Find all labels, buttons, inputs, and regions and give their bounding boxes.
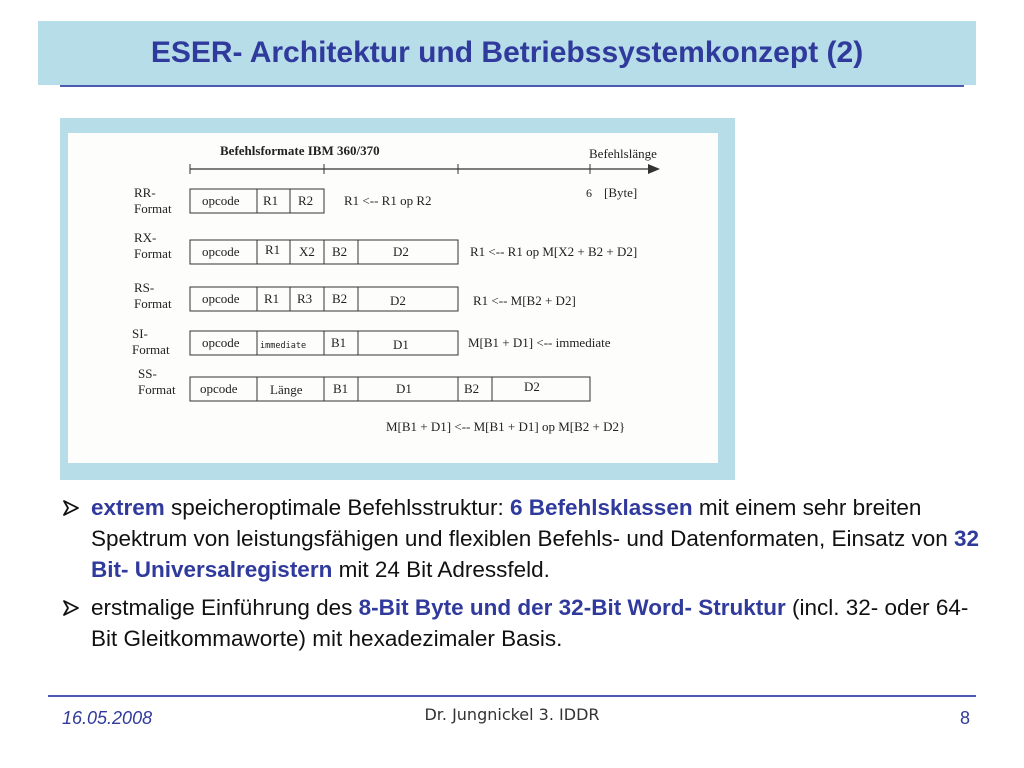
bullet-1-part-2: speicheroptimale Befehlsstruktur: [164, 495, 510, 520]
rr-field-opcode: opcode [202, 193, 240, 208]
si-operation: M[B1 + D1] <-- immediate [468, 335, 611, 350]
rs-operation: R1 <-- M[B2 + D2] [473, 293, 576, 308]
instruction-format-diagram [68, 133, 718, 463]
ss-operation: M[B1 + D1] <-- M[B1 + D1] op M[B2 + D2} [386, 419, 626, 434]
length-value: 6 [586, 186, 592, 200]
format-label-rs-2: Format [134, 296, 172, 311]
bullet-1-part-5: 32 Bit- Universalregistern [91, 526, 980, 582]
bullet-2-part-3: (incl. 32- oder 64-Bit Gleitkommaworte) mit hexadezimaler Basis. [91, 595, 969, 651]
figure-frame [60, 118, 735, 480]
format-label-rr-1: RR- [134, 185, 156, 200]
bullet-item-2 [62, 592, 992, 654]
rr-field-r2: R2 [298, 193, 314, 208]
bullet-item-1 [62, 492, 992, 585]
format-label-rx-1: RX- [134, 230, 157, 245]
ss-field-b2: B2 [464, 381, 480, 396]
rs-field-r1: R1 [264, 291, 280, 306]
ss-field-laenge: Länge [270, 382, 303, 397]
si-field-d1: D1 [393, 337, 409, 352]
ss-field-opcode: opcode [200, 381, 238, 396]
length-arrow-head [648, 164, 660, 174]
figure-heading: Befehlsformate IBM 360/370 [220, 143, 380, 158]
bullet-list [62, 492, 992, 661]
rs-field-d2: D2 [390, 293, 406, 308]
format-label-rr-2: Format [134, 201, 172, 216]
rx-operation: R1 <-- R1 op M[X2 + B2 + D2] [470, 244, 638, 259]
format-label-rx-2: Format [134, 246, 172, 261]
format-label-si-1: SI- [132, 326, 148, 341]
title-bar [38, 21, 976, 85]
rx-field-b2: B2 [332, 244, 348, 259]
ss-field-d2: D2 [524, 379, 540, 394]
format-label-rs-1: RS- [134, 280, 155, 295]
footer-rule [48, 695, 976, 697]
bullet-1-part-4: mit einem sehr breiten Spektrum von leistungsfähigen und flexiblen Befehls- und Datenformaten, Einsatz von [91, 495, 955, 551]
bullet-1-part-1: extrem [91, 495, 165, 520]
bullet-2-part-2: 8-Bit Byte und der 32-Bit Word- Struktur [358, 595, 786, 620]
rr-operation: R1 <-- R1 op R2 [344, 193, 432, 208]
rs-field-b2: B2 [332, 291, 348, 306]
rx-field-d2: D2 [393, 244, 409, 259]
length-unit: [Byte] [604, 185, 638, 200]
title-rule [60, 85, 964, 87]
format-label-si-2: Format [132, 342, 170, 357]
si-field-b1: B1 [331, 335, 347, 350]
rx-field-r1: R1 [265, 242, 281, 257]
slide-title: ESER- Architektur und Betriebssystemkonzept (2) [150, 36, 864, 69]
format-label-ss-2: Format [138, 382, 176, 397]
bullet-1-part-6: mit 24 Bit Adressfeld. [332, 557, 550, 582]
ss-field-d1: D1 [396, 381, 412, 396]
instruction-format-figure [68, 133, 718, 463]
rs-field-r3: R3 [297, 291, 313, 306]
length-label: Befehlslänge [589, 146, 657, 161]
rr-field-r1: R1 [263, 193, 279, 208]
format-label-ss-1: SS- [138, 366, 157, 381]
bullet-1-part-3: 6 Befehlsklassen [509, 495, 693, 520]
bullet-2-part-1: erstmalige Einführung des [91, 595, 359, 620]
footer-date: 16.05.2008 [62, 708, 153, 728]
ss-field-b1: B1 [333, 381, 349, 396]
rs-field-opcode: opcode [202, 291, 240, 306]
page-number: 8 [959, 708, 970, 728]
rx-field-opcode: opcode [202, 244, 240, 259]
rx-field-x2: X2 [299, 244, 315, 259]
footer-author: Dr. Jungnickel 3. IDDR [424, 705, 600, 724]
si-field-immediate: immediate [260, 341, 307, 351]
si-field-opcode: opcode [202, 335, 240, 350]
